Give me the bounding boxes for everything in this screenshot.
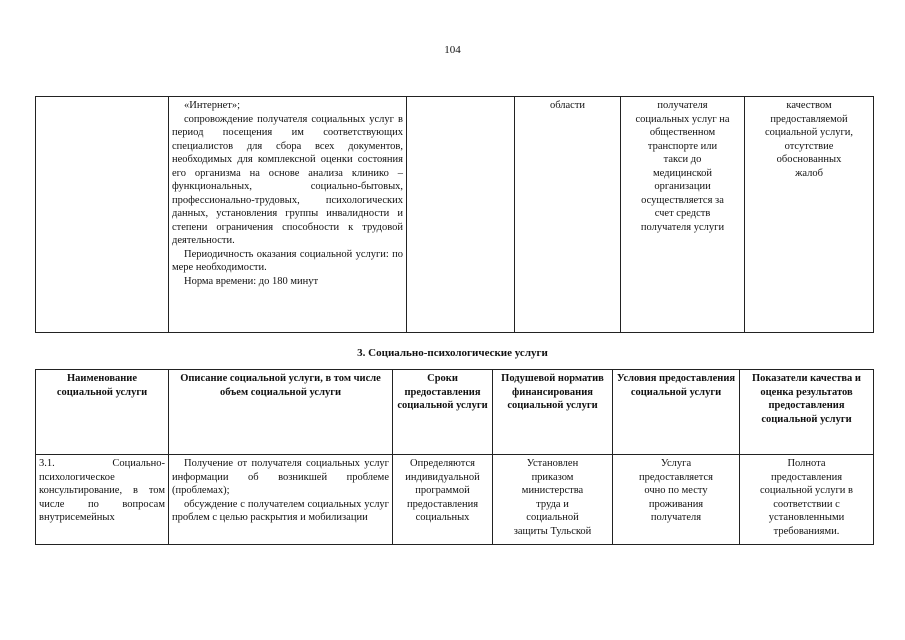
header-conditions: Условия предоставления социальной услуги xyxy=(613,370,740,455)
description-line: «Интернет»; xyxy=(184,100,240,111)
header-terms: Сроки предоставления социальной услуги xyxy=(393,370,493,455)
description-paragraph: сопровождение получателя социальных услуг в период посещения им соответствующих специалистов для сбора всех документов, необходимых для комплексной оценки состояния его организма на основе анализа клинико – функциональных, социально-бытовых, профессионально-трудовых, психологических данных, установления группы инвалидности и степени ограничения способности к трудовой деятельности. xyxy=(172,113,403,246)
header-quality: Показатели качества и оценка результатов предоставления социальной услуги xyxy=(740,370,874,455)
header-service-name: Наименование социальной услуги xyxy=(36,370,169,455)
description-paragraph: Периодичность оказания социальной услуги: по мере необходимости. xyxy=(172,248,403,273)
header-row xyxy=(36,370,874,455)
table-row xyxy=(36,455,874,545)
top-cell-terms xyxy=(407,97,515,333)
row-service-name: 3.1. Социально-психологическое консультирование, в том числе по вопросам внутрисемейных xyxy=(36,455,169,545)
row-conditions: Услуга предоставляется очно по месту проживания получателя xyxy=(613,455,740,545)
top-cell-name xyxy=(36,97,169,333)
services-table xyxy=(35,369,874,545)
top-cell-conditions: получателя социальных услуг на общественном транспорте или такси до медицинской организации осуществляется за счет средств получателя услуги xyxy=(621,97,745,333)
row-description: Получение от получателя социальных услуг информации об возникшей проблеме (проблемах); обсуждение с получателем социальных услуг проблем с целью раскрытия и мобилизации xyxy=(169,455,393,545)
description-paragraph: Норма времени: до 180 минут xyxy=(184,275,319,287)
top-cell-norm: области xyxy=(515,97,621,333)
row-terms: Определяются индивидуальной программой предоставления социальных xyxy=(393,455,493,545)
top-table xyxy=(35,96,874,333)
section-title: 3. Социально-психологические услуги xyxy=(357,347,548,359)
top-cell-description xyxy=(169,97,407,333)
header-description: Описание социальной услуги, в том числе объем социальной услуги xyxy=(169,370,393,455)
page-number: 104 xyxy=(444,44,461,56)
row-financing: Установлен приказом министерства труда и социальной защиты Тульской xyxy=(493,455,613,545)
row-quality: Полнота предоставления социальной услуги в соответствии с установленными требованиями. xyxy=(740,455,874,545)
top-cell-quality: качеством предоставляемой социальной услуги, отсутствие обоснованных жалоб xyxy=(745,97,874,333)
header-financing: Подушевой норматив финансирования социальной услуги xyxy=(493,370,613,455)
